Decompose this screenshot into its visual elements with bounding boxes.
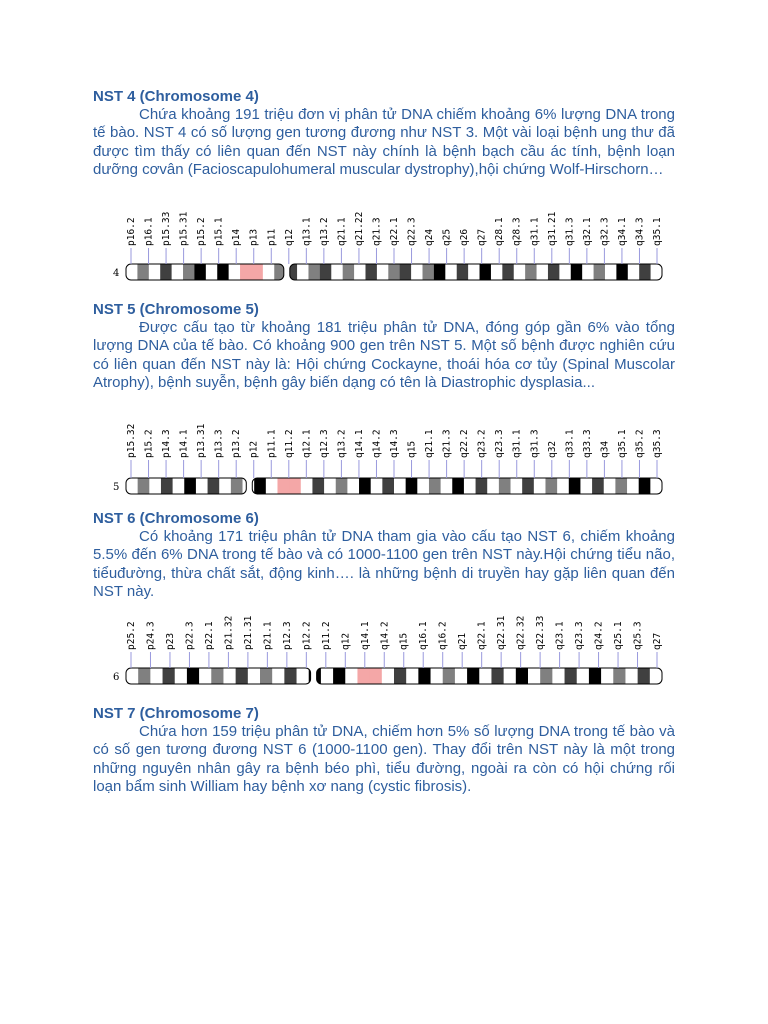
chromosome-band xyxy=(514,264,526,280)
chromosome-band xyxy=(231,478,243,494)
chromosome-band xyxy=(577,668,590,684)
chromosome-band xyxy=(615,478,627,494)
chromosome-band xyxy=(601,668,614,684)
chromosome-band xyxy=(476,478,488,494)
band-label: p13.3 xyxy=(213,429,225,458)
chromosome-band xyxy=(199,668,212,684)
band-label: q23.3 xyxy=(574,621,586,650)
chromosome-band xyxy=(638,668,651,684)
band-label: q34.1 xyxy=(616,217,628,246)
chromosome-band xyxy=(266,478,278,494)
chromosome-band xyxy=(211,668,224,684)
band-label: q25.3 xyxy=(632,621,644,650)
chromosome-band xyxy=(138,478,150,494)
chromosome-band xyxy=(336,478,348,494)
band-label: q33.1 xyxy=(564,429,576,458)
chromosome-band xyxy=(534,478,546,494)
section-heading: NST 5 (Chromosome 5) xyxy=(93,301,259,318)
band-label: q31.1 xyxy=(529,217,541,246)
chromosome-band xyxy=(377,264,389,280)
chromosome-band xyxy=(417,478,429,494)
chromosome-band xyxy=(163,668,176,684)
band-label: q32.3 xyxy=(599,217,611,246)
chromosome-band xyxy=(312,478,324,494)
chromosome-band xyxy=(251,264,263,280)
band-label: p22.1 xyxy=(203,621,215,650)
band-label: q35.2 xyxy=(634,429,646,458)
chromosome-band xyxy=(160,264,172,280)
chromosome-band xyxy=(388,264,400,280)
band-label: p16.2 xyxy=(126,217,137,246)
band-label: p11.2 xyxy=(320,621,332,650)
ideogram-svg xyxy=(110,612,670,688)
chromosome-band xyxy=(406,478,418,494)
chromosome-band xyxy=(628,264,640,280)
chromosome-band xyxy=(545,478,557,494)
ideogram-svg xyxy=(110,420,670,498)
chromosome-band xyxy=(343,264,355,280)
chromosome-band xyxy=(206,264,218,280)
chromosome-band xyxy=(260,668,273,684)
chromosome-band xyxy=(434,264,446,280)
chromosome-band xyxy=(284,668,297,684)
band-label: p13 xyxy=(248,228,260,246)
section-heading: NST 6 (Chromosome 6) xyxy=(93,510,259,527)
band-label: p15.31 xyxy=(178,211,190,246)
band-label: q32.1 xyxy=(581,217,593,246)
band-label: q31.1 xyxy=(511,429,523,458)
band-label: p22.3 xyxy=(184,621,196,650)
band-label: q14.2 xyxy=(371,429,383,458)
chromosome-band xyxy=(580,478,592,494)
band-label: q21.3 xyxy=(441,429,453,458)
chromosome-5-ideogram xyxy=(110,420,670,498)
chromosome-number: 4 xyxy=(113,268,120,279)
band-label: p14.3 xyxy=(161,429,173,458)
band-label: q14.1 xyxy=(353,429,365,458)
chromosome-band xyxy=(487,478,499,494)
chromosome-band xyxy=(394,668,407,684)
band-label: q16.2 xyxy=(437,621,449,650)
chromosome-band xyxy=(548,264,560,280)
chromosome-band xyxy=(445,264,457,280)
band-label: q35.3 xyxy=(652,429,663,458)
chromosome-band xyxy=(441,478,453,494)
band-label: p21.1 xyxy=(262,621,274,650)
band-label: q31.21 xyxy=(546,211,558,246)
band-label: q16.1 xyxy=(418,621,430,650)
band-label: p16.1 xyxy=(143,217,155,246)
chromosome-band xyxy=(431,668,444,684)
band-label: q31.3 xyxy=(564,217,576,246)
band-label: q13.2 xyxy=(318,217,330,246)
section-paragraph: Chứa khoảng 191 triệu đơn vị phân tử DNA chiếm khoảng 6% lượng DNA trong tế bào. NST 4 có số lượng gen tương đương như NST 3. Một vài loại bệnh ung thư đã được tìm thấy có liên quan đến NST này chính là bệnh bạch cầu ác tính, bệnh loạn dưỡng cơvân (Facioscapulohumeral muscular dystrophy),hội chứng Wolf-Hirschorn… xyxy=(93,106,675,178)
chromosome-band xyxy=(589,668,602,684)
section-paragraph: Được cấu tạo từ khoảng 181 triệu phân tử DNA, đóng góp gần 6% vào tổng lượng DNA của tế bào. Có khoảng 900 gen trên NST 5. Một số bệnh được nghiên cứu có liên quan đến NST này là: Hội chứng Cockayne, thoái hóa cơ tủy (Spinal Muscolar Atrophy), bệnh suyễn, bệnh gây biến dạng có tên là Diastrophic dysplasia... xyxy=(93,319,675,391)
band-label: q14.2 xyxy=(379,621,391,650)
chromosome-band xyxy=(423,264,435,280)
section-paragraph: Chứa hơn 159 triệu phân tử DNA, chiếm hơn 5% số lượng DNA trong tế bào và có số gen tương đương NST 6 (1000-1100 gen). Thay đổi trên NST này là một trong những nguyên nhân gây ra bệnh béo phì, tiểu đường, ngoài ra còn có hội chứng rối loạn bẩm sinh William hay bệnh xơ nang (cystic fibrosis). xyxy=(93,723,675,795)
band-label: q25 xyxy=(441,228,453,246)
chromosome-band xyxy=(582,264,594,280)
chromosome-band xyxy=(605,264,617,280)
band-label: q28.3 xyxy=(511,217,523,246)
chromosome-band xyxy=(175,668,188,684)
chromosome-band xyxy=(274,264,286,280)
band-label: q24 xyxy=(424,228,436,246)
chromosome-band xyxy=(516,668,529,684)
chromosome-band xyxy=(625,668,638,684)
section-heading: NST 4 (Chromosome 4) xyxy=(93,88,259,105)
chromosome-band xyxy=(537,264,549,280)
band-label: q22.1 xyxy=(476,621,488,650)
chromosome-band xyxy=(359,478,371,494)
chromosome-band xyxy=(639,264,651,280)
chromosome-band xyxy=(187,668,200,684)
chromosome-band xyxy=(528,668,541,684)
band-label: p14 xyxy=(231,228,243,246)
section-paragraph: Có khoảng 171 triệu phân tử DNA tham gia vào cấu tạo NST 6, chiếm khoảng 5.5% đến 6% DNA trong tế bào và có 1000-1100 gen trên NST này.Hội chứng tiểu não, tiểuđường, thừa chất sắt, động kinh…. là những bệnh di truyền hay gặp liên quan đến NST này. xyxy=(93,528,675,600)
band-label: p12.3 xyxy=(281,621,293,650)
chromosome-band xyxy=(552,668,565,684)
chromosome-band xyxy=(286,264,298,280)
band-label: q23.1 xyxy=(554,621,566,650)
band-label: q14.3 xyxy=(389,429,400,458)
band-label: q35.1 xyxy=(652,217,663,246)
chromosome-band xyxy=(571,264,583,280)
chromosome-band xyxy=(236,668,249,684)
chromosome-band xyxy=(248,668,261,684)
band-label: q14.1 xyxy=(359,621,371,650)
chromosome-4-ideogram xyxy=(110,208,670,284)
band-label: q23.3 xyxy=(494,429,506,458)
band-label: p12.2 xyxy=(301,621,313,650)
band-label: q26 xyxy=(459,228,471,246)
chromosome-band xyxy=(616,264,628,280)
section-nst4 xyxy=(93,88,675,179)
band-label: q12 xyxy=(283,228,295,246)
band-label: p15.2 xyxy=(143,429,155,458)
chromosome-band xyxy=(240,264,252,280)
chromosome-band xyxy=(137,264,149,280)
chromosome-band xyxy=(569,478,581,494)
chromosome-band xyxy=(480,264,492,280)
chromosome-band xyxy=(511,478,523,494)
chromosome-band xyxy=(277,478,289,494)
band-label: q22.2 xyxy=(459,429,471,458)
chromosome-band xyxy=(161,478,173,494)
chromosome-band xyxy=(333,668,346,684)
chromosome-number: 5 xyxy=(113,482,120,493)
band-label: p25.2 xyxy=(126,621,137,650)
chromosome-band xyxy=(173,478,185,494)
band-label: q13.2 xyxy=(336,429,348,458)
chromosome-band xyxy=(272,668,285,684)
chromosome-band xyxy=(183,264,195,280)
band-label: p15.2 xyxy=(196,217,208,246)
chromosome-band xyxy=(324,478,336,494)
chromosome-band xyxy=(455,668,468,684)
chromosome-band xyxy=(627,478,639,494)
chromosome-band xyxy=(219,478,231,494)
band-label: q23.2 xyxy=(476,429,488,458)
chromosome-band xyxy=(308,264,320,280)
chromosome-band xyxy=(126,478,138,494)
chromosome-band xyxy=(468,264,480,280)
section-heading: NST 7 (Chromosome 7) xyxy=(93,705,259,722)
chromosome-band xyxy=(394,478,406,494)
band-label: q33.3 xyxy=(581,429,593,458)
band-label: p11 xyxy=(266,228,278,246)
chromosome-band xyxy=(411,264,423,280)
chromosome-band xyxy=(365,264,377,280)
band-label: q12.3 xyxy=(318,429,330,458)
band-label: q28.1 xyxy=(494,217,506,246)
ideogram-svg xyxy=(110,208,670,284)
band-label: q22.31 xyxy=(496,615,508,650)
band-label: q15 xyxy=(406,440,418,458)
section-nst5 xyxy=(93,301,675,392)
band-label: q12 xyxy=(340,632,352,650)
band-label: p13.2 xyxy=(231,429,243,458)
section-nst7 xyxy=(93,705,675,796)
chromosome-band xyxy=(504,668,517,684)
chromosome-band xyxy=(382,478,394,494)
chromosome-band xyxy=(194,264,206,280)
chromosome-band xyxy=(172,264,184,280)
band-label: q21.3 xyxy=(371,217,383,246)
chromosome-band xyxy=(443,668,456,684)
band-label: q22.3 xyxy=(406,217,418,246)
chromosome-band xyxy=(150,668,163,684)
band-label: q21.1 xyxy=(336,217,348,246)
chromosome-band xyxy=(149,478,161,494)
chromosome-band xyxy=(479,668,492,684)
band-label: p13.31 xyxy=(196,423,208,458)
chromosome-band xyxy=(331,264,343,280)
chromosome-band xyxy=(217,264,229,280)
chromosome-band xyxy=(418,668,431,684)
chromosome-band xyxy=(289,478,301,494)
chromosome-band xyxy=(371,478,383,494)
band-label: q21 xyxy=(457,632,469,650)
chromosome-band xyxy=(263,264,275,280)
band-label: p21.31 xyxy=(242,615,254,650)
chromosome-band xyxy=(223,668,236,684)
chromosome-band xyxy=(540,668,553,684)
chromosome-band xyxy=(559,264,571,280)
chromosome-band xyxy=(429,478,441,494)
chromosome-band xyxy=(208,478,220,494)
chromosome-band xyxy=(452,478,464,494)
chromosome-band xyxy=(347,478,359,494)
chromosome-number: 6 xyxy=(113,672,120,683)
chromosome-band xyxy=(382,668,395,684)
chromosome-band xyxy=(467,668,480,684)
band-label: p15.32 xyxy=(126,423,137,458)
chromosome-band xyxy=(502,264,514,280)
chromosome-band xyxy=(149,264,161,280)
chromosome-band xyxy=(565,668,578,684)
band-label: p24.3 xyxy=(145,621,157,650)
chromosome-band xyxy=(604,478,616,494)
band-label: q34.3 xyxy=(634,217,646,246)
chromosome-band xyxy=(639,478,651,494)
chromosome-band xyxy=(400,264,412,280)
band-label: q22.32 xyxy=(515,615,527,650)
chromosome-band xyxy=(491,668,504,684)
band-label: p15.33 xyxy=(161,211,173,246)
band-label: q11.2 xyxy=(283,429,295,458)
chromosome-band xyxy=(491,264,503,280)
chromosome-band xyxy=(522,478,534,494)
chromosome-band xyxy=(406,668,419,684)
chromosome-band xyxy=(594,264,606,280)
band-label: q21.22 xyxy=(353,211,365,246)
chromosome-band xyxy=(345,668,358,684)
chromosome-band xyxy=(525,264,537,280)
chromosome-band xyxy=(126,668,139,684)
chromosome-band xyxy=(229,264,241,280)
band-label: q22.1 xyxy=(389,217,400,246)
band-label: p15.1 xyxy=(213,217,225,246)
chromosome-band xyxy=(650,478,662,494)
chromosome-band xyxy=(499,478,511,494)
section-nst6 xyxy=(93,510,675,601)
chromosome-band xyxy=(184,478,196,494)
band-label: q34 xyxy=(599,440,611,458)
chromosome-band xyxy=(254,478,266,494)
chromosome-6-ideogram xyxy=(110,612,670,688)
chromosome-band xyxy=(297,668,310,684)
band-label: q24.2 xyxy=(593,621,605,650)
band-label: p23 xyxy=(164,632,176,650)
band-label: q32 xyxy=(546,440,558,458)
band-label: q27 xyxy=(652,632,663,650)
band-label: q13.1 xyxy=(301,217,313,246)
band-label: p12 xyxy=(248,440,260,458)
chromosome-band xyxy=(370,668,383,684)
band-label: q15 xyxy=(398,632,410,650)
chromosome-band xyxy=(321,668,334,684)
chromosome-band xyxy=(613,668,626,684)
chromosome-band xyxy=(357,668,370,684)
band-label: q22.33 xyxy=(535,615,547,650)
chromosome-band xyxy=(354,264,366,280)
chromosome-band xyxy=(650,668,663,684)
chromosome-band xyxy=(557,478,569,494)
chromosome-band xyxy=(196,478,208,494)
band-label: q35.1 xyxy=(616,429,628,458)
chromosome-band xyxy=(464,478,476,494)
band-label: q12.1 xyxy=(301,429,313,458)
chromosome-band xyxy=(301,478,313,494)
chromosome-band xyxy=(297,264,309,280)
chromosome-band xyxy=(126,264,138,280)
band-label: p21.32 xyxy=(223,615,235,650)
chromosome-band xyxy=(457,264,469,280)
band-label: q25.1 xyxy=(613,621,625,650)
band-label: q21.1 xyxy=(424,429,436,458)
band-label: p11.1 xyxy=(266,429,278,458)
band-label: q27 xyxy=(476,228,488,246)
chromosome-band xyxy=(138,668,151,684)
chromosome-band xyxy=(592,478,604,494)
chromosome-band xyxy=(320,264,332,280)
band-label: p14.1 xyxy=(178,429,190,458)
band-label: q31.3 xyxy=(529,429,541,458)
